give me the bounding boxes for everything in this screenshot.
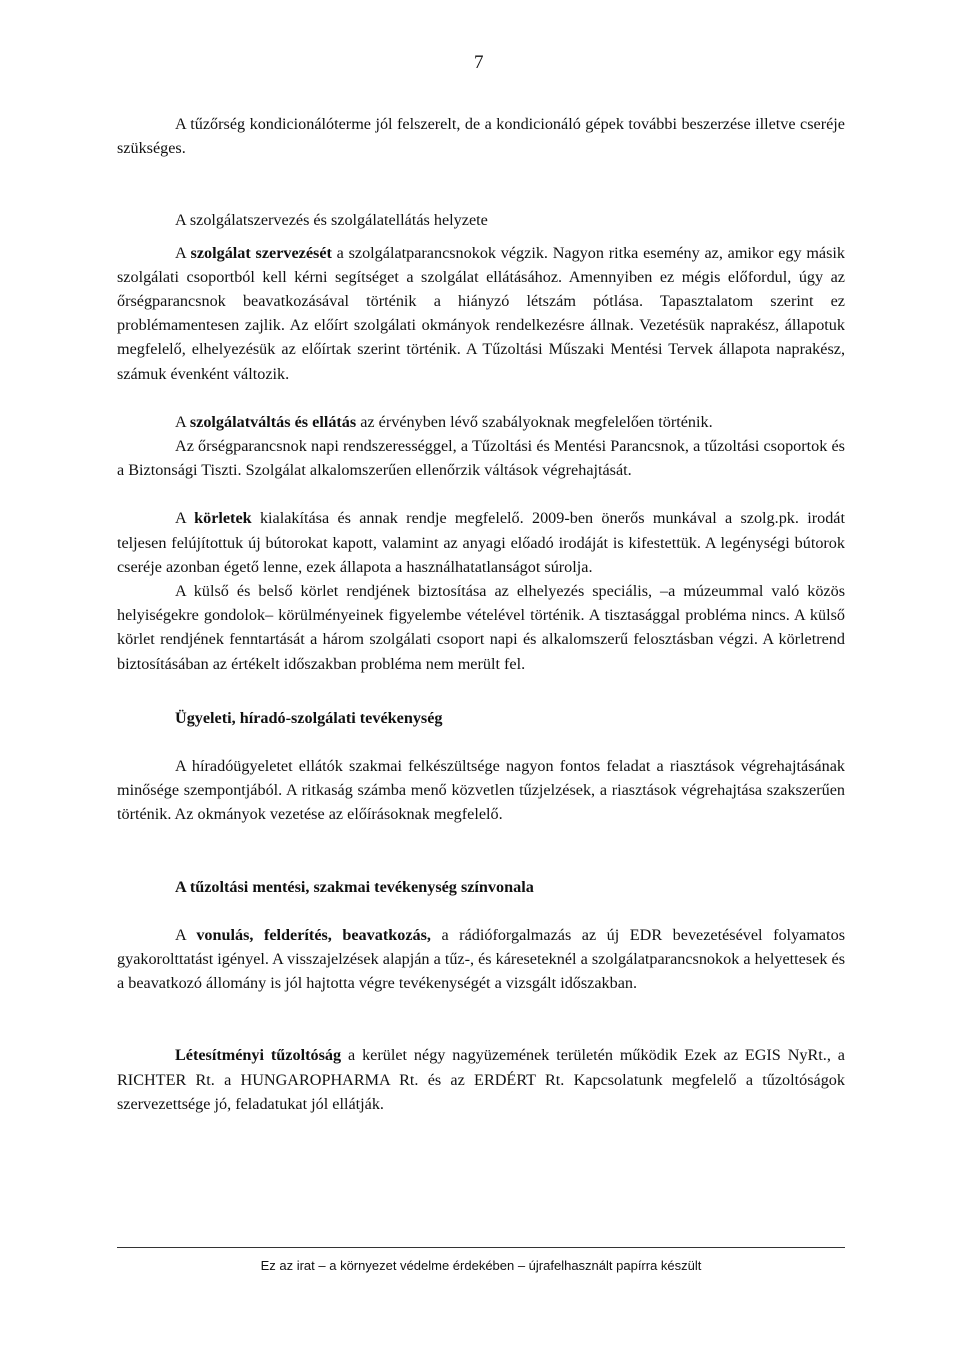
heading-rescue-activity: A tűzoltási mentési, szakmai tevékenység színvonala	[175, 877, 534, 896]
emphasis-quarters: körletek	[194, 509, 252, 528]
emphasis-shift-change: szolgálatváltás és ellátás	[189, 412, 357, 431]
paragraph-quarters-order: A külső és belső körlet rendjének biztosítása az elhelyezés speciális, –a múzeummal való közös helyiségekre gondolok– körülményeinek figyelembe vételével történik. A tisztasággal probléma nincs. A külső körlet rendjének fenntartását a három szolgálati csoport napi és alkalomszerű felosztásban végzi. A körletrend biztosításában az értékelt időszakban probléma nem merült fel.	[117, 582, 845, 673]
paragraph-rescue-activity: A vonulás, felderítés, beavatkozás, a rádióforgalmazás az új EDR bevezetésével folyamatos gyakorolttatást igényel. A visszajelzések alapján a tűz-, és káreseteknél a szolgálatparancsnokok a helyettesek és a beavatkozó állomány is jól hajtotta végre tevékenységét a vizsgált időszakban.	[117, 925, 845, 993]
paragraph-shift-change: A szolgálatváltás és ellátás az érvényben lévő szabályoknak megfelelően történik.	[175, 412, 713, 431]
footer-note: Ez az irat – a környezet védelme érdekében – újrafelhasznált papírra készült	[260, 1258, 702, 1273]
footer-divider	[117, 1247, 845, 1248]
emphasis-facility-fire-brigade: Létesítményi tűzoltóság	[175, 1046, 342, 1065]
heading-service-organization: A szolgálatszervezés és szolgálatellátás helyzete	[175, 211, 488, 230]
document-body	[117, 112, 845, 1116]
paragraph-quarters: A körletek kialakítása és annak rendje megfelelő. 2009-ben önerős munkával a szolg.pk. irodát teljesen felújítottuk új bútorokat kapott, valamint az anyagi előadó irodáját is kifestettük. A legénységi bútorok cseréje azonban égető lenne, ezek állapota a használhatatlanságot súrolja.	[117, 509, 845, 576]
paragraph-shift-control: Az őrségparancsnok napi rendszerességgel, a Tűzoltási és Mentési Parancsnok, a tűzoltási csoportok és a Biztonsági Tiszti. Szolgálat alkalomszerűen ellenőrzik váltások végrehajtását.	[117, 437, 845, 480]
paragraph-gym: A tűzőrség kondicionálóterme jól felszerelt, de a kondicionáló gépek további beszerzése illetve cseréje szükséges.	[117, 115, 845, 158]
emphasis-service-organization: szolgálat szervezését	[190, 243, 332, 262]
paragraph-dispatch-service: A híradóügyeletet ellátók szakmai felkészültsége nagyon fontos feladat a riasztások végrehajtásának minősége szempontjából. A ritkaság számba menő közvetlen tűzjelzések, a riasztások végrehajtása szakszerűen történik. Az okmányok vezetése az előírásoknak megfelelő.	[117, 757, 845, 824]
heading-dispatch-service: Ügyeleti, híradó-szolgálati tevékenység	[175, 708, 443, 727]
emphasis-rescue-activity: vonulás, felderítés, beavatkozás,	[196, 925, 431, 944]
page-number: 7	[474, 52, 484, 73]
paragraph-service-organization: A szolgálat szervezését a szolgálatparancsnokok végzik. Nagyon ritka esemény az, amikor egy másik szolgálati csoportból kell kérni segítséget a szolgálat ellátásához. Amennyiben ez mégis előfordul, úgy az őrségparancsnok beavatkozásával történik a hiányzó létszám pótlása. Tapasztalatom szerint ez problémamentesen zajlik. Az előírt szolgálati okmányok rendelkezésre állnak. Vezetésük naprakész, állapotuk megfelelő, elhelyezésük az előírtak szerint történik. A Tűzoltási Műszaki Mentési Tervek állapota naprakész, számuk évenként változik.	[117, 243, 846, 383]
paragraph-facility-fire-brigade: Létesítményi tűzoltóság a kerület négy nagyüzemének területén működik Ezek az EGIS NyRt., a RICHTER Rt. a HUNGAROPHARMA Rt. és az ERDÉRT Rt. Kapcsolatunk megfelelő a tűzoltóságok szervezettsége jó, feladatukat jól ellátják.	[117, 1046, 845, 1113]
